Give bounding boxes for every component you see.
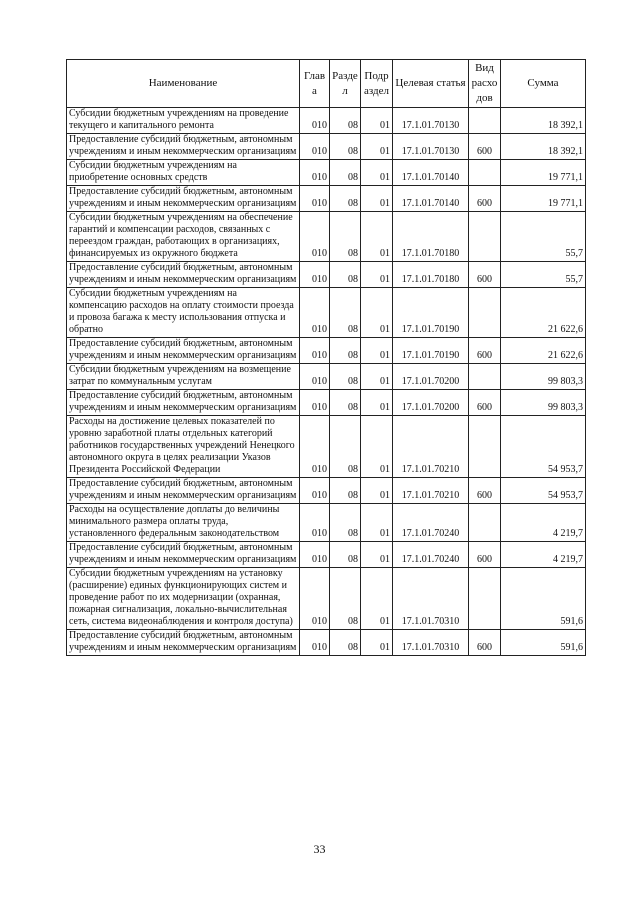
table-row (67, 390, 586, 416)
row-article: 17.1.01.70130 (393, 134, 469, 160)
row-article: 17.1.01.70200 (393, 364, 469, 390)
row-vid (469, 160, 501, 186)
row-razdel: 08 (330, 134, 361, 160)
row-glava: 010 (300, 478, 330, 504)
row-sum: 54 953,7 (501, 478, 586, 504)
header-podrazdel: Подр аздел (361, 60, 393, 108)
row-podrazdel: 01 (361, 338, 393, 364)
row-name: Субсидии бюджетным учреждениям на проведение текущего и капитального ремонта (67, 108, 300, 134)
row-article: 17.1.01.70190 (393, 338, 469, 364)
table-row (67, 262, 586, 288)
row-name: Предоставление субсидий бюджетным, автономным учреждениям и иным некоммерческим организациям (67, 186, 300, 212)
row-glava: 010 (300, 108, 330, 134)
row-glava: 010 (300, 288, 330, 338)
row-glava: 010 (300, 416, 330, 478)
row-name: Предоставление субсидий бюджетным, автономным учреждениям и иным некоммерческим организациям (67, 390, 300, 416)
row-vid (469, 108, 501, 134)
table-row (67, 288, 586, 338)
row-razdel: 08 (330, 364, 361, 390)
row-name: Субсидии бюджетным учреждениям на компенсацию расходов на оплату стоимости проезда и провоза багажа к месту использования отпуска и обратно (67, 288, 300, 338)
row-name: Предоставление субсидий бюджетным, автономным учреждениям и иным некоммерческим организациям (67, 478, 300, 504)
row-razdel: 08 (330, 568, 361, 630)
row-razdel: 08 (330, 338, 361, 364)
row-sum: 99 803,3 (501, 364, 586, 390)
page-number: 33 (313, 842, 326, 856)
row-razdel: 08 (330, 416, 361, 478)
row-razdel: 08 (330, 212, 361, 262)
row-glava: 010 (300, 542, 330, 568)
header-sum: Сумма (501, 60, 586, 108)
row-article: 17.1.01.70130 (393, 108, 469, 134)
table-body (67, 108, 586, 656)
row-podrazdel: 01 (361, 504, 393, 542)
row-razdel: 08 (330, 542, 361, 568)
row-vid: 600 (469, 134, 501, 160)
row-article: 17.1.01.70210 (393, 416, 469, 478)
row-glava: 010 (300, 134, 330, 160)
table-row (67, 542, 586, 568)
row-sum: 18 392,1 (501, 108, 586, 134)
row-article: 17.1.01.70240 (393, 542, 469, 568)
row-sum: 4 219,7 (501, 542, 586, 568)
row-podrazdel: 01 (361, 478, 393, 504)
row-article: 17.1.01.70180 (393, 212, 469, 262)
row-podrazdel: 01 (361, 630, 393, 656)
budget-table (66, 59, 586, 656)
row-article: 17.1.01.70190 (393, 288, 469, 338)
row-glava: 010 (300, 364, 330, 390)
row-sum: 21 622,6 (501, 288, 586, 338)
row-podrazdel: 01 (361, 288, 393, 338)
row-razdel: 08 (330, 108, 361, 134)
table-row (67, 630, 586, 656)
table-row (67, 416, 586, 478)
row-sum: 55,7 (501, 212, 586, 262)
row-vid: 600 (469, 338, 501, 364)
header-name: Наименование (67, 60, 300, 108)
row-glava: 010 (300, 212, 330, 262)
header-razdel: Разде л (330, 60, 361, 108)
row-razdel: 08 (330, 186, 361, 212)
row-vid (469, 504, 501, 542)
row-vid: 600 (469, 186, 501, 212)
row-glava: 010 (300, 186, 330, 212)
row-razdel: 08 (330, 478, 361, 504)
row-article: 17.1.01.70140 (393, 160, 469, 186)
row-name: Расходы на осуществление доплаты до величины минимального размера оплаты труда, установленного федеральным законодательством (67, 504, 300, 542)
table-row (67, 504, 586, 542)
row-podrazdel: 01 (361, 364, 393, 390)
row-vid (469, 288, 501, 338)
row-article: 17.1.01.70310 (393, 630, 469, 656)
row-podrazdel: 01 (361, 262, 393, 288)
row-razdel: 08 (330, 390, 361, 416)
row-name: Предоставление субсидий бюджетным, автономным учреждениям и иным некоммерческим организациям (67, 542, 300, 568)
table-row (67, 160, 586, 186)
row-vid: 600 (469, 390, 501, 416)
row-glava: 010 (300, 504, 330, 542)
row-glava: 010 (300, 160, 330, 186)
row-glava: 010 (300, 262, 330, 288)
row-podrazdel: 01 (361, 416, 393, 478)
row-sum: 591,6 (501, 568, 586, 630)
row-name: Субсидии бюджетным учреждениям на установку (расширение) единых функционирующих систем и проведение работ по их модернизации (охранная, пожарная сигнализация, локально-вычислительная сеть, система видеонаблюдения и контроля доступа) (67, 568, 300, 630)
row-podrazdel: 01 (361, 160, 393, 186)
header-article: Целевая статья (393, 60, 469, 108)
row-name: Субсидии бюджетным учреждениям на приобретение основных средств (67, 160, 300, 186)
row-article: 17.1.01.70140 (393, 186, 469, 212)
row-vid: 600 (469, 630, 501, 656)
row-sum: 4 219,7 (501, 504, 586, 542)
table-header-row (67, 60, 586, 108)
row-glava: 010 (300, 338, 330, 364)
row-razdel: 08 (330, 504, 361, 542)
row-sum: 55,7 (501, 262, 586, 288)
header-vid: Вид расхо дов (469, 60, 501, 108)
row-sum: 19 771,1 (501, 160, 586, 186)
row-vid (469, 212, 501, 262)
row-name: Предоставление субсидий бюджетным, автономным учреждениям и иным некоммерческим организациям (67, 134, 300, 160)
row-podrazdel: 01 (361, 108, 393, 134)
table-row (67, 134, 586, 160)
row-name: Расходы на достижение целевых показателей по уровню заработной платы отдельных категорий работников государственных учреждений Ненецкого автономного округа в целях реализации Указов Президента Российской Федерации (67, 416, 300, 478)
row-article: 17.1.01.70210 (393, 478, 469, 504)
row-glava: 010 (300, 390, 330, 416)
table-row (67, 212, 586, 262)
row-vid (469, 416, 501, 478)
table-row (67, 478, 586, 504)
header-glava: Глав а (300, 60, 330, 108)
row-podrazdel: 01 (361, 568, 393, 630)
row-name: Субсидии бюджетным учреждениям на обеспечение гарантий и компенсации расходов, связанных с переездом граждан, работающих в организациях, финансируемых из окружного бюджета (67, 212, 300, 262)
row-sum: 591,6 (501, 630, 586, 656)
row-name: Субсидии бюджетным учреждениям на возмещение затрат по коммунальным услугам (67, 364, 300, 390)
row-sum: 18 392,1 (501, 134, 586, 160)
row-article: 17.1.01.70240 (393, 504, 469, 542)
table-row (67, 568, 586, 630)
row-article: 17.1.01.70180 (393, 262, 469, 288)
row-name: Предоставление субсидий бюджетным, автономным учреждениям и иным некоммерческим организациям (67, 338, 300, 364)
row-podrazdel: 01 (361, 186, 393, 212)
table-row (67, 364, 586, 390)
table-row (67, 186, 586, 212)
row-razdel: 08 (330, 288, 361, 338)
row-podrazdel: 01 (361, 542, 393, 568)
row-podrazdel: 01 (361, 390, 393, 416)
row-sum: 54 953,7 (501, 416, 586, 478)
row-glava: 010 (300, 630, 330, 656)
row-sum: 19 771,1 (501, 186, 586, 212)
row-article: 17.1.01.70310 (393, 568, 469, 630)
row-article: 17.1.01.70200 (393, 390, 469, 416)
row-podrazdel: 01 (361, 134, 393, 160)
row-name: Предоставление субсидий бюджетным, автономным учреждениям и иным некоммерческим организациям (67, 630, 300, 656)
row-vid: 600 (469, 542, 501, 568)
row-vid: 600 (469, 262, 501, 288)
row-sum: 21 622,6 (501, 338, 586, 364)
row-podrazdel: 01 (361, 212, 393, 262)
table-row (67, 108, 586, 134)
row-razdel: 08 (330, 262, 361, 288)
row-sum: 99 803,3 (501, 390, 586, 416)
row-razdel: 08 (330, 160, 361, 186)
row-glava: 010 (300, 568, 330, 630)
row-vid (469, 568, 501, 630)
row-name: Предоставление субсидий бюджетным, автономным учреждениям и иным некоммерческим организациям (67, 262, 300, 288)
row-vid: 600 (469, 478, 501, 504)
row-razdel: 08 (330, 630, 361, 656)
table-row (67, 338, 586, 364)
row-vid (469, 364, 501, 390)
